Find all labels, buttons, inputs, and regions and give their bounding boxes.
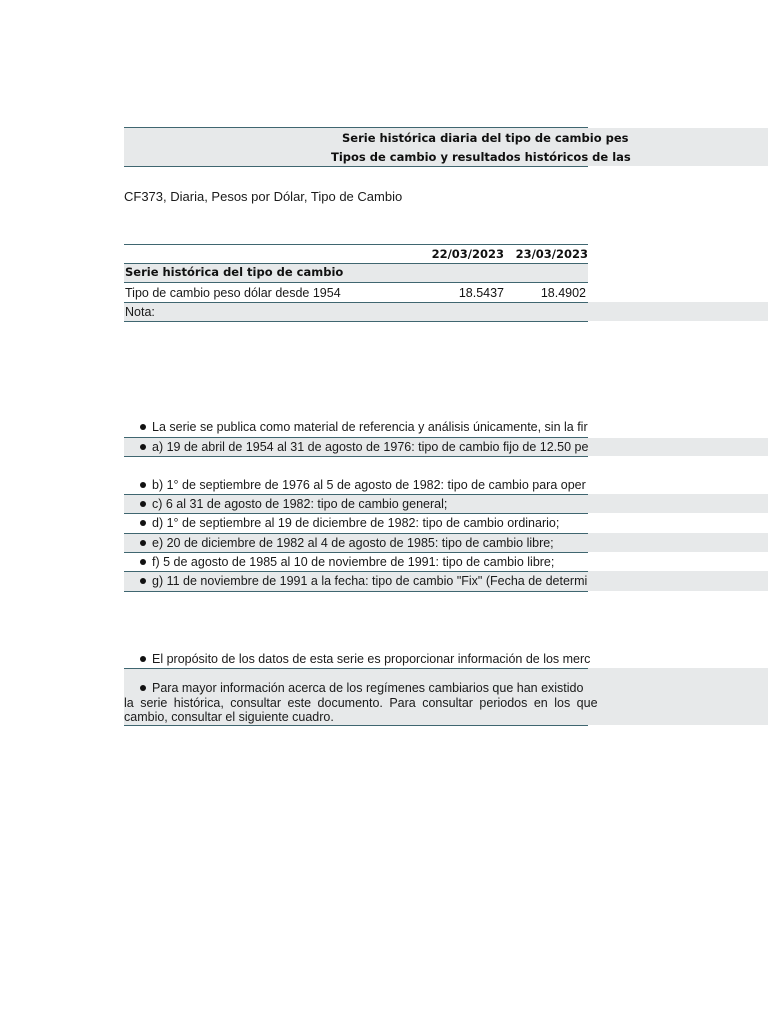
note-f <box>124 553 588 572</box>
bullet-icon <box>140 501 146 507</box>
bullet-icon <box>140 656 146 662</box>
note-rule-a <box>124 456 588 457</box>
note-rule-g <box>124 591 588 592</box>
section-title: Serie histórica del tipo de cambio <box>125 265 344 279</box>
title-bottom-rule <box>124 166 588 167</box>
value-cell-2: 18.4902 <box>540 286 586 300</box>
band-ext-a <box>588 438 768 456</box>
note-e <box>124 534 588 553</box>
bullet-icon <box>140 424 146 430</box>
band-ext-g <box>588 571 768 591</box>
band-ext-e <box>588 533 768 552</box>
note-intro <box>124 418 588 437</box>
note-band <box>124 303 588 321</box>
bullet-icon <box>140 559 146 565</box>
table-top-rule <box>124 244 588 245</box>
note-intro-text: La serie se publica como material de referencia y análisis únicamente, sin la fir <box>152 420 588 434</box>
bullet-icon <box>140 685 146 691</box>
note-purpose <box>124 650 591 669</box>
date-header-2: 23/03/2023 <box>515 247 588 261</box>
note-c-text: c) 6 al 31 de agosto de 1982: tipo de cambio general; <box>152 497 448 511</box>
more-info-line-2: la serie histórica, consultar este documento. Para consultar periodos en los que <box>124 695 598 710</box>
date-header-1: 22/03/2023 <box>431 247 504 261</box>
note-a <box>124 438 588 457</box>
note-rule <box>124 321 588 322</box>
more-info-line-3: cambio, consultar el siguiente cuadro. <box>124 710 334 724</box>
note-b <box>124 476 588 495</box>
title-top-rule <box>124 127 588 128</box>
series-code: CF373, Diaria, Pesos por Dólar, Tipo de Cambio <box>124 189 403 204</box>
row-label: Tipo de cambio peso dólar desde 1954 <box>125 286 341 300</box>
sheet-title: Serie histórica diaria del tipo de cambio pes <box>342 131 629 145</box>
sheet-viewport <box>124 0 631 1024</box>
band-ext-c <box>588 494 768 513</box>
bullet-icon <box>140 482 146 488</box>
note-c <box>124 495 588 514</box>
note-d-text: d) 1° de septiembre al 19 de diciembre de 1982: tipo de cambio ordinario; <box>152 516 560 530</box>
bullet-icon <box>140 578 146 584</box>
sheet-subtitle: Tipos de cambio y resultados históricos de las <box>331 150 631 164</box>
section-rule <box>124 282 588 283</box>
note-a-text: a) 19 de abril de 1954 al 31 de agosto de 1976: tipo de cambio fijo de 12.50 pe <box>152 440 589 454</box>
note-e-text: e) 20 de diciembre de 1982 al 4 de agosto de 1985: tipo de cambio libre; <box>152 536 554 550</box>
note-b-text: b) 1° de septiembre de 1976 al 5 de agosto de 1982: tipo de cambio para oper <box>152 478 586 492</box>
bullet-icon <box>140 444 146 450</box>
note-label: Nota: <box>125 305 155 319</box>
note-d <box>124 514 588 533</box>
note-band-ext <box>588 302 768 321</box>
bullet-icon <box>140 520 146 526</box>
bullet-icon <box>140 540 146 546</box>
note-rule-info <box>124 725 588 726</box>
more-info-line-1: Para mayor información acerca de los regímenes cambiarios que han existido <box>124 681 724 696</box>
note-g <box>124 572 588 591</box>
note-f-text: f) 5 de agosto de 1985 al 10 de noviembre de 1991: tipo de cambio libre; <box>152 555 555 569</box>
header-rule <box>124 263 588 264</box>
more-info-paragraph <box>124 681 724 725</box>
note-g-text: g) 11 de noviembre de 1991 a la fecha: tipo de cambio "Fix" (Fecha de determi <box>152 574 588 588</box>
value-cell-1: 18.5437 <box>458 286 504 300</box>
note-purpose-text: El propósito de los datos de esta serie es proporcionar información de los merc <box>152 652 591 666</box>
